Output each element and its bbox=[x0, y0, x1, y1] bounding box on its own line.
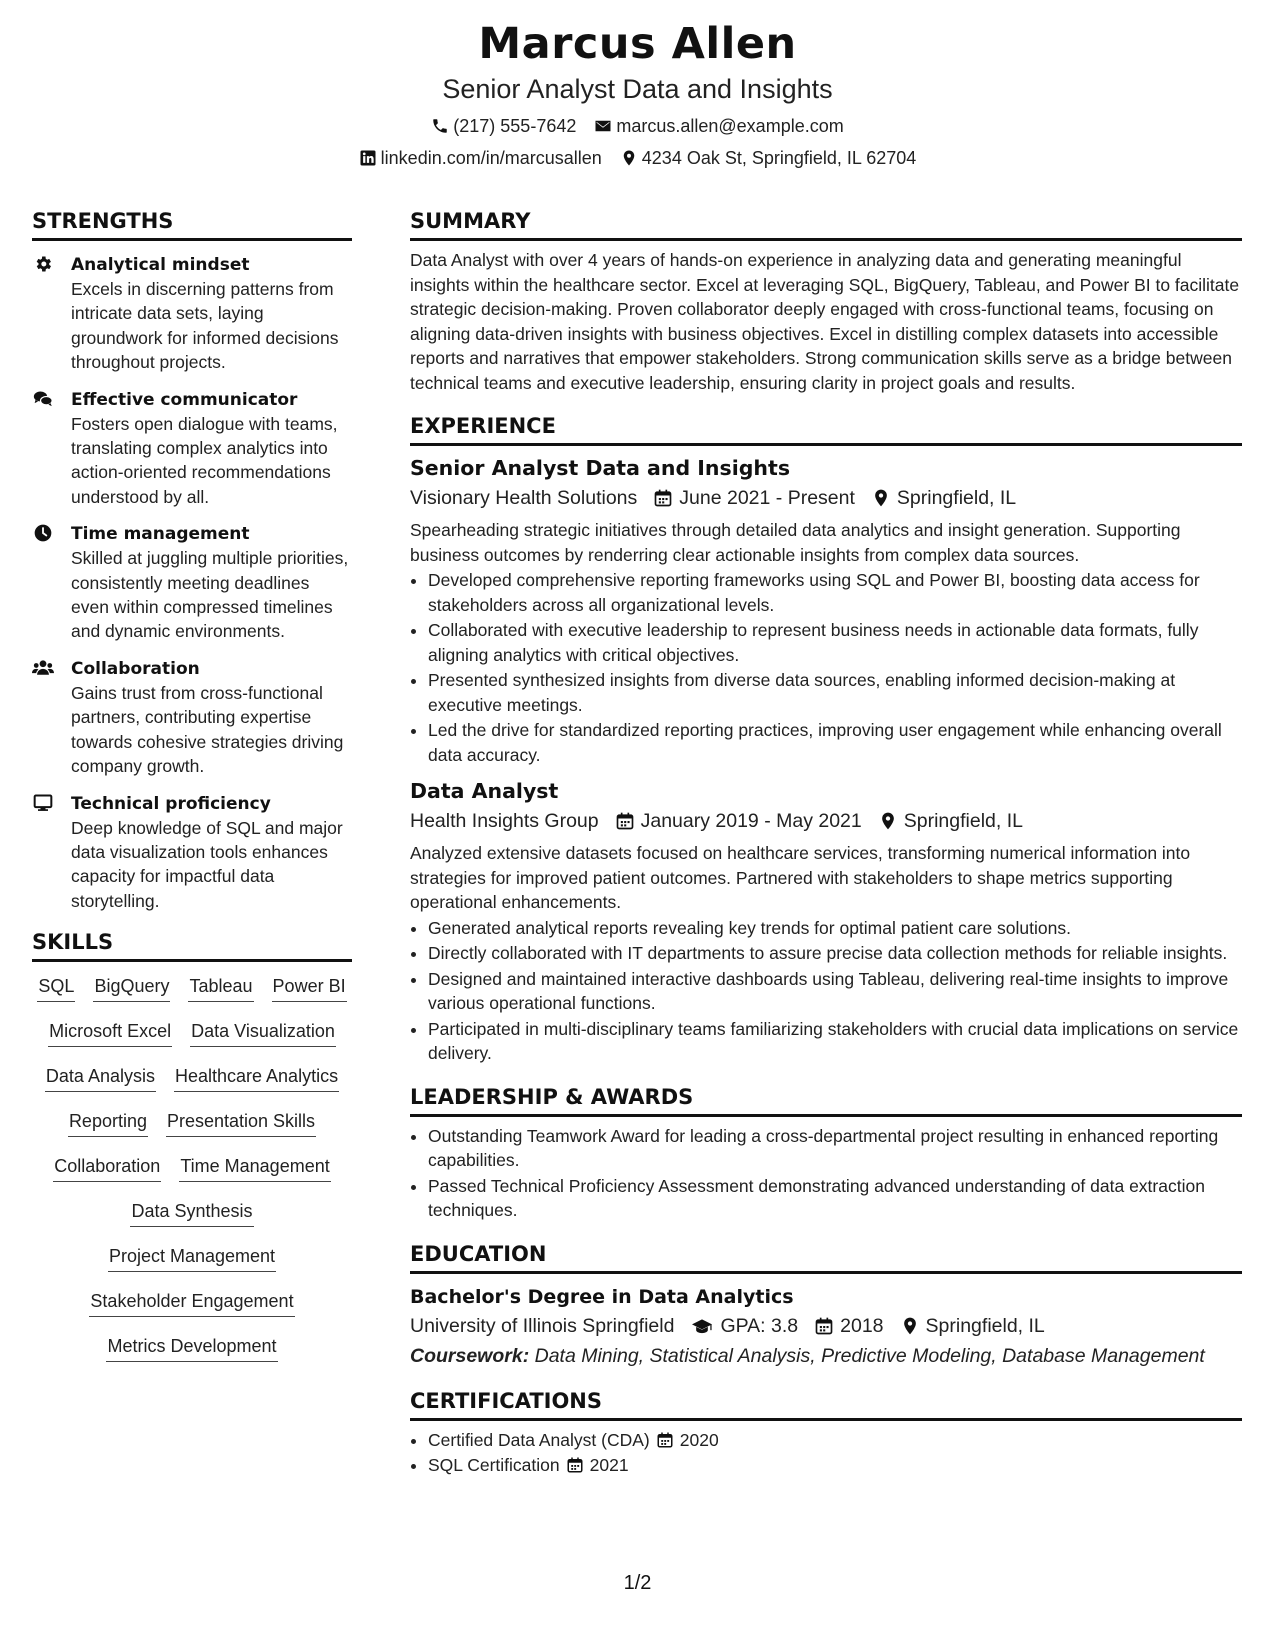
skill-tag: Microsoft Excel bbox=[48, 1019, 172, 1047]
calendar-icon bbox=[814, 1316, 834, 1336]
education-year bbox=[814, 1312, 883, 1340]
skills-row bbox=[32, 1244, 352, 1289]
right-column bbox=[410, 208, 1242, 1479]
skills-row bbox=[32, 1334, 352, 1379]
list-item: • Directly collaborated with IT departments to assure precise data collection methods for reliable insights. bbox=[428, 941, 1242, 966]
strengths-heading: STRENGTHS bbox=[32, 208, 352, 241]
candidate-name: Marcus Allen bbox=[478, 19, 797, 69]
contact-row-1 bbox=[0, 114, 1275, 138]
users-icon bbox=[32, 658, 54, 678]
job-dates bbox=[615, 807, 862, 835]
skill-tag: SQL bbox=[37, 974, 75, 1002]
map-pin-icon bbox=[871, 488, 891, 508]
certification bbox=[428, 1428, 719, 1453]
clock-icon bbox=[32, 523, 54, 543]
coursework-text: Data Mining, Statistical Analysis, Predictive Modeling, Database Management bbox=[534, 1344, 1205, 1367]
skill-tag: Metrics Development bbox=[106, 1334, 277, 1362]
candidate-role: Senior Analyst Data and Insights bbox=[442, 74, 833, 104]
skill-tag: Data Visualization bbox=[190, 1019, 336, 1047]
map-pin-icon bbox=[620, 149, 638, 167]
job-company: Health Insights Group bbox=[410, 810, 599, 832]
skill-tag: BigQuery bbox=[93, 974, 170, 1002]
strength-title: Effective communicator bbox=[71, 389, 298, 410]
experience-heading: EXPERIENCE bbox=[410, 413, 1242, 446]
coursework-label: Coursework: bbox=[410, 1344, 530, 1367]
contact-row-2 bbox=[0, 146, 1275, 170]
year-text: 2018 bbox=[840, 1314, 884, 1337]
strength-title: Technical proficiency bbox=[71, 793, 271, 814]
education-meta bbox=[410, 1312, 1242, 1340]
job-entry bbox=[410, 454, 1242, 767]
calendar-icon bbox=[656, 1431, 674, 1449]
skill-tag: Power BI bbox=[272, 974, 347, 1002]
list-item: • Outstanding Teamwork Award for leading a cross-departmental project resulting in enhanced reporting capabilities. bbox=[428, 1124, 1242, 1173]
skill-tag: Collaboration bbox=[53, 1154, 161, 1182]
certification-year: 2021 bbox=[589, 1455, 629, 1475]
job-dates-text: June 2021 - Present bbox=[679, 487, 855, 509]
email-contact[interactable] bbox=[594, 114, 843, 138]
skill-tag: Tableau bbox=[188, 974, 253, 1002]
job-dates bbox=[653, 484, 855, 512]
education-location-text: Springfield, IL bbox=[925, 1314, 1045, 1337]
linkedin-text: linkedin.com/in/marcusallen bbox=[380, 148, 602, 168]
strength-desc: Fosters open dialogue with teams, translating complex analytics into action-oriented recommendations understood by all. bbox=[71, 413, 338, 507]
strength-desc: Excels in discerning patterns from intricate data sets, laying groundwork for informed decisions throughout projects. bbox=[71, 279, 339, 373]
monitor-icon bbox=[32, 793, 54, 813]
chat-icon bbox=[32, 389, 54, 409]
education-location bbox=[900, 1312, 1045, 1340]
list-item bbox=[428, 1453, 1242, 1478]
list-item bbox=[428, 1428, 1242, 1453]
job-location-text: Springfield, IL bbox=[903, 810, 1023, 832]
certification-year: 2020 bbox=[679, 1429, 719, 1450]
skill-tag: Time Management bbox=[179, 1154, 330, 1182]
skills-row bbox=[32, 1154, 352, 1199]
skill-tag: Presentation Skills bbox=[166, 1109, 316, 1137]
leadership-list bbox=[410, 1124, 1242, 1223]
job-bullets bbox=[410, 568, 1242, 767]
skill-tag: Stakeholder Engagement bbox=[89, 1289, 294, 1317]
skill-tag: Project Management bbox=[108, 1244, 276, 1272]
list-item: • Collaborated with executive leadership to represent business needs in actionable data formats, fully aligning analytics with critical objectives. bbox=[428, 618, 1242, 667]
certification bbox=[428, 1453, 629, 1478]
education-gpa bbox=[690, 1312, 798, 1340]
phone-contact bbox=[431, 114, 576, 138]
summary-text: Data Analyst with over 4 years of hands-on experience in analyzing data and generating meaningful insights within the healthcare sector. Excel at leveraging SQL, BigQuery, Tableau, and Power BI to facilitate strategic decision-making. Proven collaborator deeply engaged with cross-functional teams, focusing on aligning data-driven insights with business objectives. Excel in distilling complex datasets into accessible reports and narratives that empower stakeholders. Strong communication skills serve as a bridge between technical teams and executive leadership, ensuring clarity in project goals and results. bbox=[410, 250, 1240, 393]
resume-header bbox=[0, 18, 1275, 170]
strengths-list bbox=[32, 253, 352, 913]
left-column bbox=[32, 208, 352, 1379]
certification-name: • SQL Certification bbox=[428, 1455, 560, 1475]
strength-title: Collaboration bbox=[71, 658, 200, 679]
job-bullets bbox=[410, 916, 1242, 1066]
job-dates-text: January 2019 - May 2021 bbox=[640, 810, 862, 832]
calendar-icon bbox=[566, 1456, 584, 1474]
phone-text: (217) 555-7642 bbox=[453, 116, 577, 136]
strength-title: Analytical mindset bbox=[71, 255, 250, 275]
envelope-icon bbox=[594, 117, 612, 135]
skills-row bbox=[32, 1064, 352, 1109]
skills-heading: SKILLS bbox=[32, 929, 352, 962]
strength-item bbox=[32, 388, 352, 510]
list-item: • Passed Technical Proficiency Assessment demonstrating advanced understanding of data extraction techniques. bbox=[428, 1174, 1242, 1223]
skill-tag: Healthcare Analytics bbox=[174, 1064, 339, 1092]
strength-item bbox=[32, 657, 352, 779]
certifications-heading: CERTIFICATIONS bbox=[410, 1388, 1242, 1421]
skills-row bbox=[32, 1199, 352, 1244]
coursework bbox=[410, 1342, 1242, 1370]
job-entry bbox=[410, 777, 1242, 1066]
strength-desc: Skilled at juggling multiple priorities, consistently meeting deadlines even within compressed timelines and dynamic environments. bbox=[71, 548, 349, 642]
job-description: Spearheading strategic initiatives through detailed data analytics and insight generation. Supporting business outcomes by renderring clear actionable insights from complex data sources. bbox=[410, 520, 1181, 565]
skills-row bbox=[32, 1289, 352, 1334]
skill-tag: Data Synthesis bbox=[130, 1199, 253, 1227]
certification-name: • Certified Data Analyst (CDA) bbox=[428, 1429, 650, 1450]
linkedin-icon bbox=[359, 149, 377, 167]
linkedin-contact[interactable] bbox=[359, 146, 602, 170]
strength-item bbox=[32, 792, 352, 914]
graduation-cap-icon bbox=[690, 1316, 714, 1336]
leadership-heading: LEADERSHIP & AWARDS bbox=[410, 1084, 1242, 1117]
skill-tag: Reporting bbox=[68, 1109, 148, 1137]
job-location bbox=[871, 484, 1016, 512]
strength-title: Time management bbox=[71, 524, 250, 545]
job-description: Analyzed extensive datasets focused on healthcare services, transforming numerical information into strategies for improved patient outcomes. Partnered with stakeholders to shape metrics supporting operational enhancements. bbox=[410, 843, 1191, 912]
strength-desc: Gains trust from cross-functional partners, contributing expertise towards cohesive strategies driving company growth. bbox=[71, 682, 344, 777]
email-text: marcus.allen@example.com bbox=[616, 116, 844, 136]
map-pin-icon bbox=[900, 1316, 920, 1336]
school-name: University of Illinois Springfield bbox=[410, 1314, 675, 1337]
job-location-text: Springfield, IL bbox=[896, 487, 1017, 509]
skills-row bbox=[32, 974, 352, 1019]
skill-tag: Data Analysis bbox=[45, 1064, 156, 1092]
skills-row bbox=[32, 1109, 352, 1154]
gear-icon bbox=[32, 254, 54, 274]
job-meta bbox=[410, 807, 1242, 835]
strength-desc: Deep knowledge of SQL and major data visualization tools enhances capacity for impactful data storytelling. bbox=[71, 817, 343, 911]
skills-list bbox=[32, 974, 352, 1379]
summary-heading: SUMMARY bbox=[410, 208, 1242, 241]
calendar-icon bbox=[615, 811, 635, 831]
page-number: 1/2 bbox=[623, 1572, 652, 1594]
list-item: • Designed and maintained interactive dashboards using Tableau, delivering real-time insights to improve various operational functions. bbox=[428, 967, 1242, 1016]
job-title: Senior Analyst Data and Insights bbox=[410, 456, 791, 480]
degree-title: Bachelor's Degree in Data Analytics bbox=[410, 1285, 794, 1308]
address-text: 4234 Oak St, Springfield, IL 62704 bbox=[641, 148, 917, 168]
certifications-list bbox=[410, 1428, 1242, 1478]
list-item: • Generated analytical reports revealing key trends for optimal patient care solutions. bbox=[428, 916, 1242, 941]
list-item: • Developed comprehensive reporting frameworks using SQL and Power BI, boosting data access for stakeholders across all organizational levels. bbox=[428, 568, 1242, 617]
calendar-icon bbox=[653, 488, 673, 508]
list-item: • Participated in multi-disciplinary teams familiarizing stakeholders with crucial data implications on service delivery. bbox=[428, 1017, 1242, 1066]
list-item: • Led the drive for standardized reporting practices, improving user engagement while enhancing overall data accuracy. bbox=[428, 718, 1242, 767]
strength-item bbox=[32, 253, 352, 375]
list-item: • Presented synthesized insights from diverse data sources, enabling informed decision-making at executive meetings. bbox=[428, 668, 1242, 717]
job-location bbox=[878, 807, 1023, 835]
job-meta bbox=[410, 484, 1242, 512]
education-heading: EDUCATION bbox=[410, 1241, 1242, 1274]
gpa-text: GPA: 3.8 bbox=[720, 1314, 799, 1337]
map-pin-icon bbox=[878, 811, 898, 831]
strength-item bbox=[32, 522, 352, 644]
skills-row bbox=[32, 1019, 352, 1064]
address-contact bbox=[620, 146, 917, 170]
job-title: Data Analyst bbox=[410, 779, 559, 803]
phone-icon bbox=[431, 117, 449, 135]
job-company: Visionary Health Solutions bbox=[410, 487, 638, 509]
